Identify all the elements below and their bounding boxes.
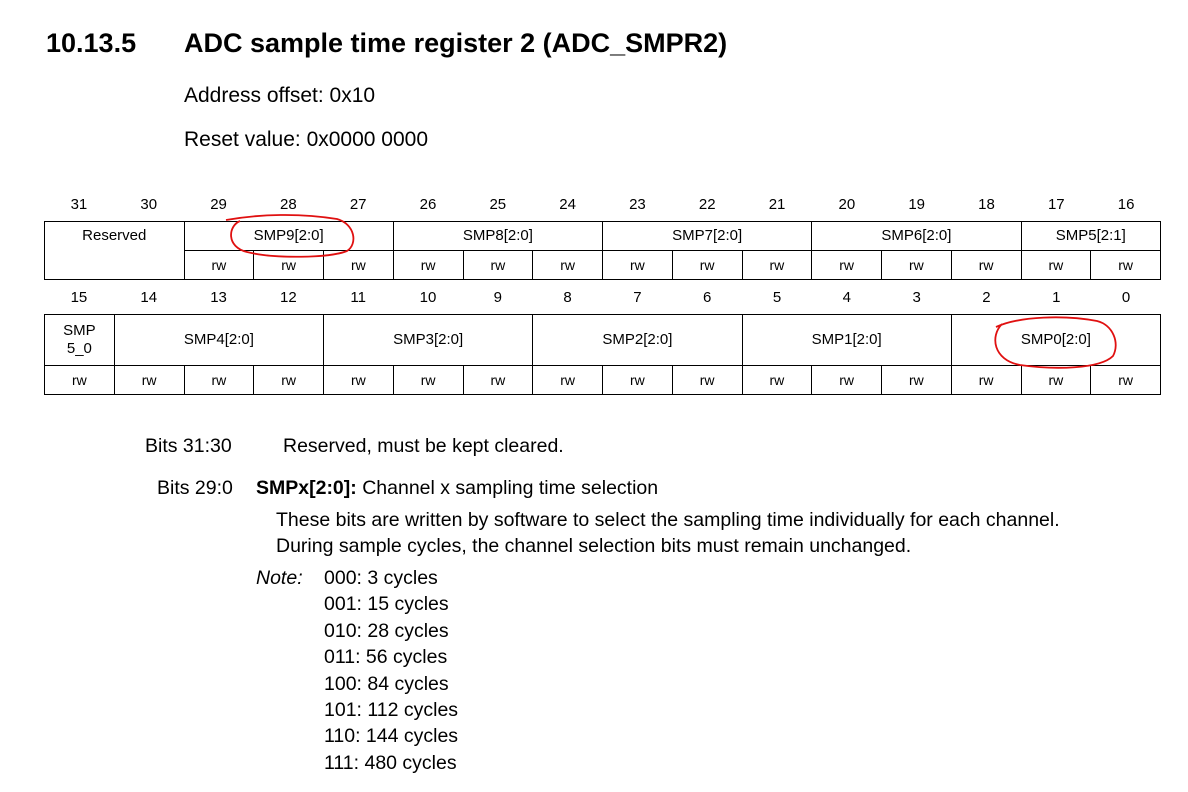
register-field-smp1-2-0: SMP1[2:0] [742, 315, 951, 366]
smp-field-name: SMPx[2:0]: [256, 477, 357, 499]
access-type-cell: rw [393, 366, 463, 395]
bit-number: 13 [210, 289, 227, 306]
sampling-option: 001: 15 cycles [324, 593, 449, 616]
address-offset: Address offset: 0x10 [184, 84, 376, 107]
register-field-smp4-2-0: SMP4[2:0] [114, 315, 323, 366]
access-type-cell: rw [393, 251, 463, 280]
access-type-cell: rw [951, 251, 1021, 280]
upper-bit-numbers [44, 195, 1161, 215]
bit-number: 14 [140, 289, 158, 306]
access-type-cell: rw [603, 366, 673, 395]
bit-number: 23 [629, 196, 646, 213]
bit-number: 8 [563, 289, 572, 306]
bit-number: 20 [838, 196, 856, 213]
access-type-cell: rw [603, 251, 673, 280]
bit-number: 5 [772, 289, 782, 306]
access-type-cell: rw [812, 366, 882, 395]
smp-field-title-line [256, 477, 658, 500]
access-type-cell: rw [533, 366, 603, 395]
register-field-smp5-2-1: SMP5[2:1] [1021, 222, 1161, 251]
access-type-cell: rw [742, 366, 812, 395]
access-type-cell: rw [184, 251, 254, 280]
access-type-cell: rw [463, 366, 533, 395]
bit-number: 9 [493, 289, 502, 306]
bit-number: 24 [559, 196, 576, 213]
smp-field-title: Channel x sampling time selection [362, 477, 659, 499]
register-field-smp7-2-0: SMP7[2:0] [603, 222, 812, 251]
reset-value: Reset value: 0x0000 0000 [184, 128, 429, 151]
register-field-smp8-2-0: SMP8[2:0] [393, 222, 602, 251]
bit-number: 12 [280, 289, 297, 306]
bit-number: 29 [210, 196, 227, 213]
register-field-smp9-2-0: SMP9[2:0] [184, 222, 393, 251]
section-title: ADC sample time register 2 (ADC_SMPR2) [184, 28, 728, 58]
access-type-cell: rw [812, 251, 882, 280]
bit-number: 27 [349, 196, 367, 213]
bit-number: 28 [280, 196, 297, 213]
bit-number: 11 [350, 289, 366, 306]
access-type-cell: rw [184, 366, 254, 395]
access-type-cell: rw [882, 366, 952, 395]
bit-number: 10 [419, 289, 437, 306]
access-type-cell: rw [882, 251, 952, 280]
section-number: 10.13.5 [46, 28, 137, 58]
access-type-cell: rw [672, 366, 742, 395]
smp-description-line-2: During sample cycles, the channel selection bits must remain unchanged. [276, 535, 912, 557]
access-type-cell: rw [672, 251, 742, 280]
bit-number: 17 [1047, 196, 1065, 213]
access-type-cell: rw [533, 251, 603, 280]
access-type-cell: rw [1091, 366, 1161, 395]
sampling-option: 101: 112 cycles [324, 699, 459, 721]
access-type-cell: rw [742, 251, 812, 280]
register-field-smp-5-0: SMP 5_0 [45, 315, 115, 366]
lower-bit-numbers [44, 288, 1161, 308]
sampling-option: 011: 56 cycles [324, 646, 448, 669]
access-type-cell: rw [324, 366, 394, 395]
bit-number: 15 [70, 289, 88, 306]
bit-number: 6 [703, 289, 712, 306]
bit-number: 7 [633, 289, 642, 306]
access-type-cell: rw [463, 251, 533, 280]
bit-number: 19 [908, 196, 925, 213]
sampling-option: 111: 480 cycles [324, 751, 457, 774]
register-upper-half [44, 221, 1161, 280]
access-type-cell: rw [1091, 251, 1161, 280]
access-type-cell: rw [254, 251, 324, 280]
register-lower-half [44, 314, 1161, 395]
smp-bits-range: Bits 29:0 [157, 477, 233, 499]
bit-number: 25 [489, 196, 507, 213]
access-type-cell: rw [114, 366, 184, 395]
bit-number: 16 [1117, 196, 1135, 213]
access-type-cell: rw [1021, 251, 1091, 280]
register-field-reserved: Reserved [45, 222, 185, 251]
access-type-cell: rw [254, 366, 324, 395]
bit-number: 1 [1052, 289, 1061, 306]
access-type-cell: rw [951, 366, 1021, 395]
sampling-option: 000: 3 cycles [324, 567, 438, 589]
bit-number: 4 [842, 289, 852, 306]
register-field-smp2-2-0: SMP2[2:0] [533, 315, 742, 366]
bit-number: 21 [768, 196, 786, 213]
reserved-bits-range: Bits 31:30 [145, 435, 232, 457]
sampling-option: 110: 144 cycles [324, 725, 459, 748]
bit-number: 26 [419, 196, 437, 213]
bit-number: 18 [978, 196, 995, 213]
bit-number: 2 [982, 289, 991, 306]
bit-number: 22 [698, 196, 716, 213]
register-field-smp3-2-0: SMP3[2:0] [324, 315, 533, 366]
reserved-bits-text: Reserved, must be kept cleared. [283, 435, 564, 457]
bit-number: 0 [1121, 289, 1131, 306]
register-field-smp0-2-0: SMP0[2:0] [951, 315, 1160, 366]
bit-number: 30 [140, 196, 158, 213]
sampling-option: 100: 84 cycles [324, 672, 449, 695]
register-field-smp6-2-0: SMP6[2:0] [812, 222, 1021, 251]
access-type-cell: rw [1021, 366, 1091, 395]
bit-number: 31 [70, 196, 88, 213]
access-type-cell: rw [324, 251, 394, 280]
access-type-cell: rw [45, 366, 115, 395]
smp-description-line-1: These bits are written by software to select the sampling time individually for each channel. [276, 509, 1060, 531]
reserved-access-cell [45, 251, 185, 280]
note-label: Note: [256, 567, 303, 589]
bit-number: 3 [912, 289, 921, 306]
sampling-option: 010: 28 cycles [324, 619, 449, 642]
